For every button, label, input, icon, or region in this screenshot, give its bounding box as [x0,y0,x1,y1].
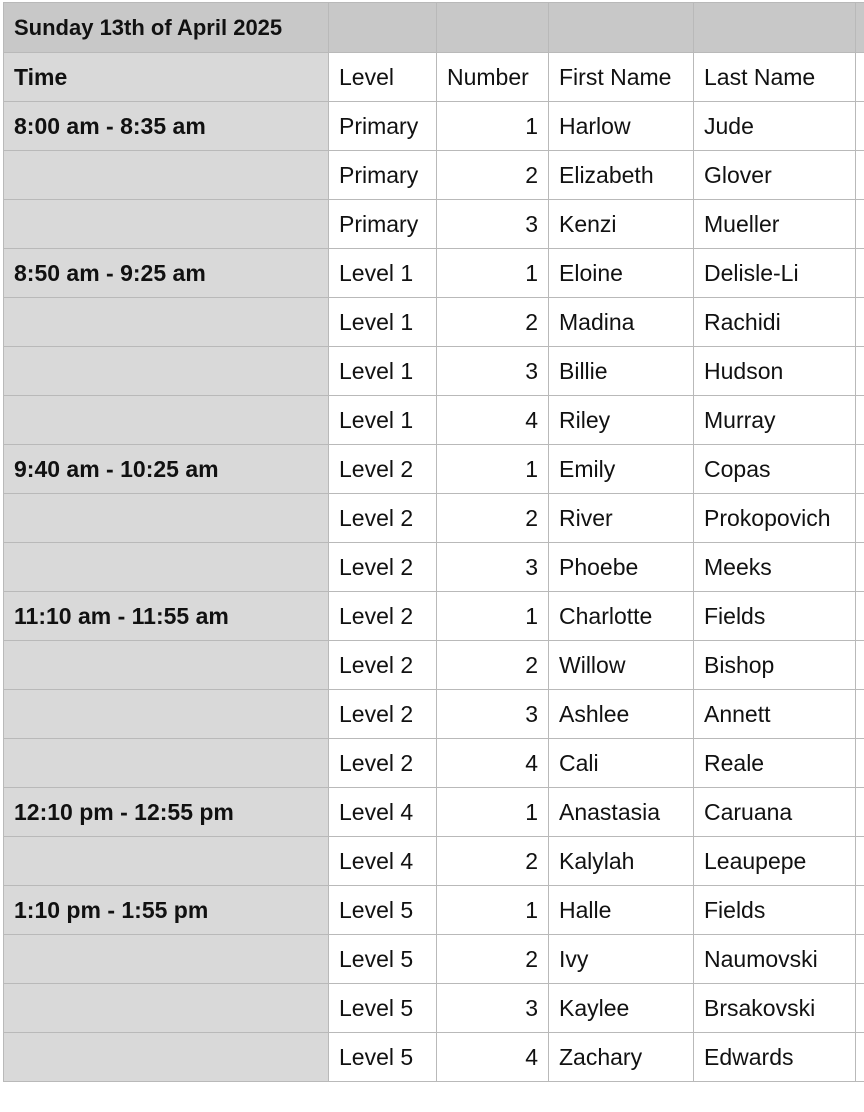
table-row [4,347,864,396]
number-cell[interactable]: 1 [437,788,549,837]
number-cell[interactable]: 2 [437,494,549,543]
header-time[interactable]: Time [4,53,329,102]
level-cell[interactable]: Primary [329,200,437,249]
header-row [4,53,864,102]
table-row [4,298,864,347]
level-cell[interactable]: Level 2 [329,641,437,690]
time-slot-cell[interactable] [4,837,329,886]
time-slot-cell[interactable]: 12:10 pm - 12:55 pm [4,788,329,837]
number-cell[interactable]: 4 [437,396,549,445]
number-cell[interactable]: 3 [437,984,549,1033]
last-name-cell[interactable]: Bishop [694,641,856,690]
last-name-cell[interactable]: Prokopovich [694,494,856,543]
first-name-cell[interactable]: Phoebe [549,543,694,592]
first-name-cell[interactable]: Eloine [549,249,694,298]
level-cell[interactable]: Level 2 [329,592,437,641]
extra-cell[interactable] [856,739,864,788]
last-name-cell[interactable]: Caruana [694,788,856,837]
table-row [4,396,864,445]
time-slot-cell[interactable] [4,984,329,1033]
extra-cell[interactable] [856,396,864,445]
first-name-cell[interactable]: River [549,494,694,543]
number-cell[interactable]: 1 [437,886,549,935]
number-cell[interactable]: 1 [437,592,549,641]
header-first-name[interactable]: First Name [549,53,694,102]
number-cell[interactable]: 1 [437,249,549,298]
level-cell[interactable]: Level 5 [329,886,437,935]
extra-cell[interactable] [856,347,864,396]
header-level[interactable]: Level [329,53,437,102]
last-name-cell[interactable]: Jude [694,102,856,151]
number-cell[interactable]: 2 [437,837,549,886]
level-cell[interactable]: Level 5 [329,935,437,984]
table-row [4,788,864,837]
first-name-cell[interactable]: Billie [549,347,694,396]
first-name-cell[interactable]: Kalylah [549,837,694,886]
table-row [4,592,864,641]
title-cell-blank[interactable] [549,3,694,53]
table-row [4,837,864,886]
table-row [4,984,864,1033]
time-slot-cell[interactable] [4,494,329,543]
title-cell-blank[interactable] [329,3,437,53]
first-name-cell[interactable]: Charlotte [549,592,694,641]
first-name-cell[interactable]: Harlow [549,102,694,151]
table-row [4,200,864,249]
extra-cell[interactable] [856,592,864,641]
time-slot-cell[interactable] [4,298,329,347]
level-cell[interactable]: Level 2 [329,445,437,494]
level-cell[interactable]: Primary [329,102,437,151]
header-number[interactable]: Number [437,53,549,102]
time-slot-cell[interactable]: 11:10 am - 11:55 am [4,592,329,641]
first-name-cell[interactable]: Kenzi [549,200,694,249]
time-slot-cell[interactable]: 8:00 am - 8:35 am [4,102,329,151]
last-name-cell[interactable]: Mueller [694,200,856,249]
first-name-cell[interactable]: Emily [549,445,694,494]
number-cell[interactable]: 1 [437,445,549,494]
time-slot-cell[interactable] [4,641,329,690]
level-cell[interactable]: Level 1 [329,347,437,396]
number-cell[interactable]: 3 [437,347,549,396]
number-cell[interactable]: 4 [437,1033,549,1082]
level-cell[interactable]: Level 5 [329,984,437,1033]
last-name-cell[interactable]: Rachidi [694,298,856,347]
table-row [4,1033,864,1082]
time-slot-cell[interactable] [4,690,329,739]
header-last-name[interactable]: Last Name [694,53,856,102]
first-name-cell[interactable]: Cali [549,739,694,788]
time-slot-cell[interactable] [4,935,329,984]
extra-cell[interactable] [856,445,864,494]
extra-cell[interactable] [856,788,864,837]
last-name-cell[interactable]: Annett [694,690,856,739]
last-name-cell[interactable]: Copas [694,445,856,494]
time-slot-cell[interactable]: 8:50 am - 9:25 am [4,249,329,298]
last-name-cell[interactable]: Glover [694,151,856,200]
last-name-cell[interactable]: Leaupepe [694,837,856,886]
extra-cell[interactable] [856,298,864,347]
schedule-table [3,2,864,1082]
extra-cell[interactable] [856,543,864,592]
extra-cell[interactable] [856,102,864,151]
table-row [4,641,864,690]
first-name-cell[interactable]: Riley [549,396,694,445]
first-name-cell[interactable]: Anastasia [549,788,694,837]
time-slot-cell[interactable] [4,1033,329,1082]
last-name-cell[interactable]: Brsakovski [694,984,856,1033]
title-cell-blank[interactable] [694,3,856,53]
extra-cell[interactable] [856,984,864,1033]
number-cell[interactable]: 2 [437,935,549,984]
time-slot-cell[interactable] [4,151,329,200]
level-cell[interactable]: Level 2 [329,690,437,739]
first-name-cell[interactable]: Madina [549,298,694,347]
level-cell[interactable]: Level 5 [329,1033,437,1082]
number-cell[interactable]: 3 [437,200,549,249]
level-cell[interactable]: Level 1 [329,249,437,298]
time-slot-cell[interactable] [4,543,329,592]
time-slot-cell[interactable] [4,396,329,445]
extra-cell[interactable] [856,837,864,886]
number-cell[interactable]: 3 [437,690,549,739]
first-name-cell[interactable]: Halle [549,886,694,935]
level-cell[interactable]: Level 4 [329,837,437,886]
extra-cell[interactable] [856,886,864,935]
extra-cell[interactable] [856,151,864,200]
table-row [4,543,864,592]
number-cell[interactable]: 4 [437,739,549,788]
table-row [4,102,864,151]
level-cell[interactable]: Level 2 [329,543,437,592]
number-cell[interactable]: 2 [437,151,549,200]
last-name-cell[interactable]: Fields [694,592,856,641]
table-row [4,690,864,739]
level-cell[interactable]: Level 2 [329,739,437,788]
last-name-cell[interactable]: Delisle-Li [694,249,856,298]
time-slot-cell[interactable]: 9:40 am - 10:25 am [4,445,329,494]
last-name-cell[interactable]: Fields [694,886,856,935]
first-name-cell[interactable]: Ivy [549,935,694,984]
first-name-cell[interactable]: Zachary [549,1033,694,1082]
table-row [4,886,864,935]
header-extra-cell[interactable] [856,53,864,102]
extra-cell[interactable] [856,494,864,543]
sheet-title[interactable]: Sunday 13th of April 2025 [4,3,329,53]
number-cell[interactable]: 2 [437,298,549,347]
number-cell[interactable]: 2 [437,641,549,690]
table-row [4,935,864,984]
extra-cell[interactable] [856,690,864,739]
table-row [4,151,864,200]
level-cell[interactable]: Primary [329,151,437,200]
table-row [4,445,864,494]
level-cell[interactable]: Level 2 [329,494,437,543]
time-slot-cell[interactable] [4,739,329,788]
title-row [4,3,864,53]
extra-cell[interactable] [856,935,864,984]
first-name-cell[interactable]: Willow [549,641,694,690]
number-cell[interactable]: 3 [437,543,549,592]
title-cell-blank[interactable] [856,3,864,53]
extra-cell[interactable] [856,200,864,249]
table-row [4,494,864,543]
table-row [4,739,864,788]
extra-cell[interactable] [856,641,864,690]
last-name-cell[interactable]: Hudson [694,347,856,396]
extra-cell[interactable] [856,249,864,298]
extra-cell[interactable] [856,1033,864,1082]
title-cell-blank[interactable] [437,3,549,53]
last-name-cell[interactable]: Murray [694,396,856,445]
time-slot-cell[interactable]: 1:10 pm - 1:55 pm [4,886,329,935]
last-name-cell[interactable]: Meeks [694,543,856,592]
first-name-cell[interactable]: Elizabeth [549,151,694,200]
first-name-cell[interactable]: Ashlee [549,690,694,739]
last-name-cell[interactable]: Reale [694,739,856,788]
schedule-sheet [3,2,864,1082]
time-slot-cell[interactable] [4,347,329,396]
last-name-cell[interactable]: Edwards [694,1033,856,1082]
level-cell[interactable]: Level 4 [329,788,437,837]
time-slot-cell[interactable] [4,200,329,249]
level-cell[interactable]: Level 1 [329,298,437,347]
table-row [4,249,864,298]
number-cell[interactable]: 1 [437,102,549,151]
level-cell[interactable]: Level 1 [329,396,437,445]
last-name-cell[interactable]: Naumovski [694,935,856,984]
first-name-cell[interactable]: Kaylee [549,984,694,1033]
